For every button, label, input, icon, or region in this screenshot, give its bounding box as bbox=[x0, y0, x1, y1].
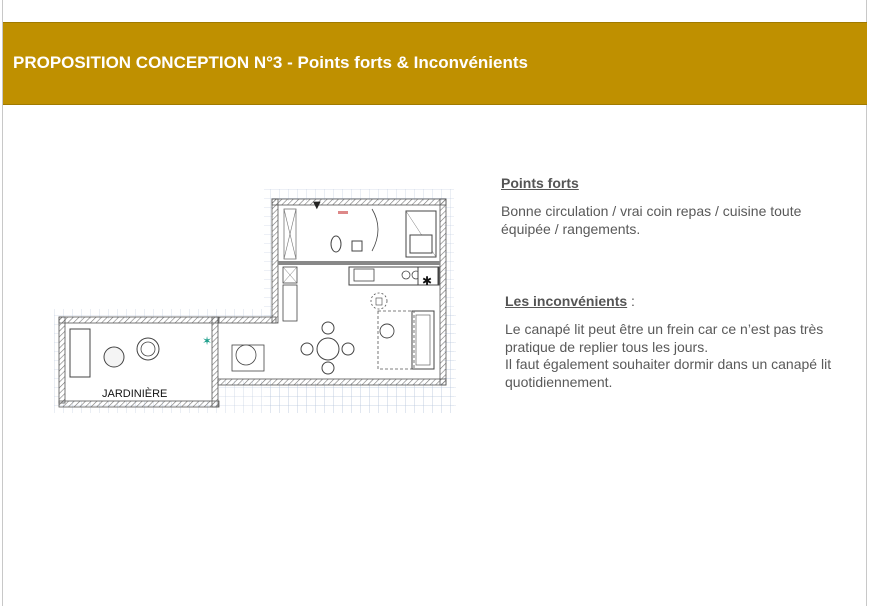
strengths-paragraph: Bonne circulation / vrai coin repas / cuisine toute équipée / rangements. bbox=[501, 203, 802, 237]
strengths-heading: Points forts bbox=[501, 175, 579, 191]
svg-text:✱: ✱ bbox=[422, 274, 433, 288]
drawbacks-text bbox=[505, 321, 850, 391]
svg-text:▼: ▼ bbox=[313, 200, 321, 211]
drawbacks-heading-line bbox=[505, 293, 635, 309]
page-title: PROPOSITION CONCEPTION N°3 - Points forts & Inconvénients bbox=[13, 53, 528, 72]
title-banner bbox=[3, 22, 867, 105]
drawbacks-heading: Les inconvénients bbox=[505, 293, 628, 309]
drawbacks-line-1: Le canapé lit peut être un frein car ce n’est pas très pratique de replier tous les jours. bbox=[505, 321, 824, 355]
planter-label: JARDINIÈRE bbox=[102, 388, 168, 400]
svg-text:✶: ✶ bbox=[202, 334, 213, 348]
drawbacks-line-2: Il faut également souhaiter dormir dans un canapé lit quotidiennement. bbox=[505, 356, 832, 390]
floor-plan-image bbox=[54, 189, 456, 413]
drawbacks-heading-suffix: : bbox=[627, 293, 635, 309]
strengths-text bbox=[501, 203, 831, 238]
